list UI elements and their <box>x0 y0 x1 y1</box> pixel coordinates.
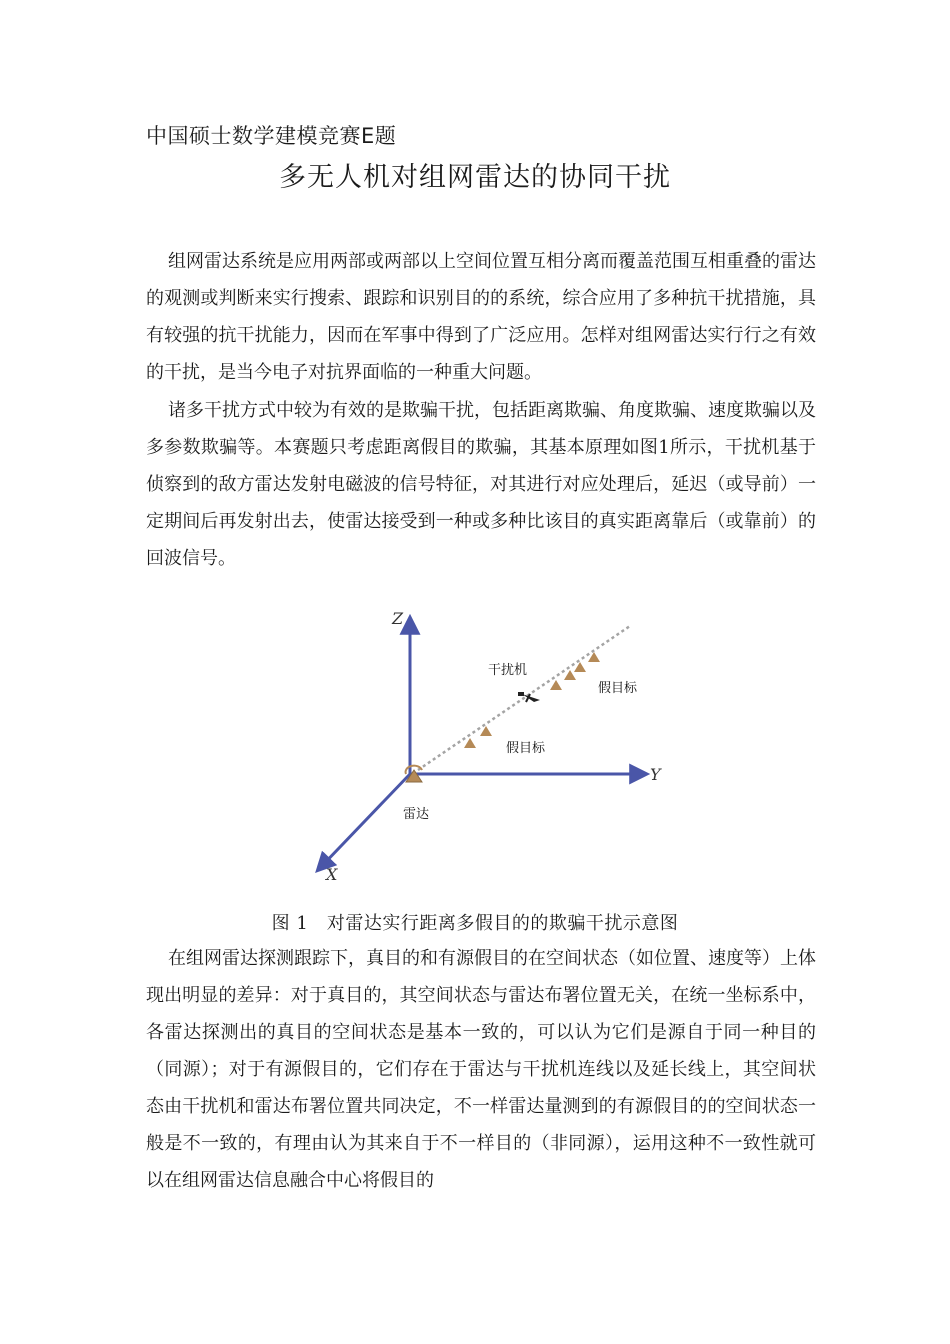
x-axis-label: X <box>326 865 338 884</box>
jammer-label: 干扰机 <box>488 663 528 678</box>
z-axis-label: Z <box>392 609 404 628</box>
y-axis-label: Y <box>650 765 661 784</box>
figure-caption: 图 1 对雷达实行距离多假目的的欺骗干扰示意图 <box>271 913 679 934</box>
false-target-label-lower: 假目标 <box>506 741 546 756</box>
radar-label: 雷达 <box>403 807 430 822</box>
contest-title: 中国硕士数学建模竞赛E题 <box>146 124 397 148</box>
figure-diagram <box>268 598 688 890</box>
false-target-label-upper: 假目标 <box>598 681 638 696</box>
figure-radar-deception <box>268 598 688 890</box>
page-title: 多无人机对组网雷达的协同干扰 <box>279 162 671 193</box>
paragraph-deception: 诸多干扰方式中较为有效的是欺骗干扰，包括距离欺骗、角度欺骗、速度欺骗以及多参数欺骗等。本赛题只考虑距离假目的欺骗，其基本原理如图1所示，干扰机基于侦察到的敌方雷达发射电磁波的信号特征，对其进行对应处理后，延迟（或导前）一定期间后再发射出去，使雷达接受到一种或多种比该目的真实距离靠后（或靠前）的回波信号。 <box>146 400 816 569</box>
false-target-icon <box>550 652 600 690</box>
x-axis <box>318 774 410 870</box>
paragraph-intro: 组网雷达系统是应用两部或两部以上空间位置互相分离而覆盖范围互相重叠的雷达的观测或判断来实行搜索、跟踪和识别目的的系统，综合应用了多种抗干扰措施，具有较强的抗干扰能力，因而在军事中得到了广泛应用。怎样对组网雷达实行行之有效的干扰，是当今电子对抗界面临的一种重大问题。 <box>146 251 816 383</box>
paragraph-networked-radar: 在组网雷达探测跟踪下，真目的和有源假目的在空间状态（如位置、速度等）上体现出明显的差异：对于真目的，其空间状态与雷达布署位置无关，在统一坐标系中，各雷达探测出的真目的空间状态是基本一致的，可以认为它们是源自于同一种目的（同源）；对于有源假目的，它们存在于雷达与干扰机连线以及延长线上，其空间状态由干扰机和雷达布署位置共同决定，不一样雷达量测到的有源假目的的空间状态一般是不一致的，有理由认为其来自于不一样目的（非同源），运用这种不一致性就可以在组网雷达信息融合中心将假目的 <box>146 948 816 1191</box>
